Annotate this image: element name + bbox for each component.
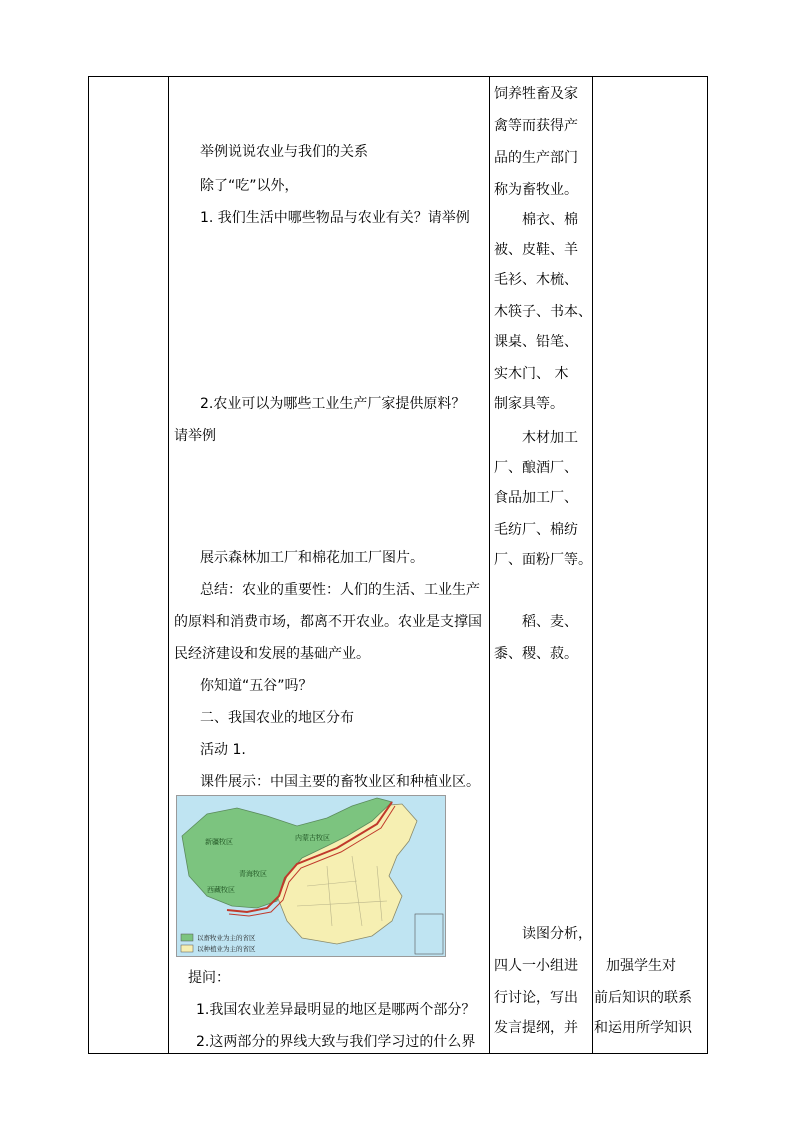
text-line: 加强学生对: [606, 958, 676, 974]
text-line: 禽等而获得产: [494, 118, 578, 134]
text-line: 举例说说农业与我们的关系: [200, 144, 368, 160]
text-line: 棉衣、棉: [522, 212, 578, 228]
text-line: 厂、面粉厂等。: [494, 552, 592, 568]
map-label-xinjiang: 新疆牧区: [205, 838, 233, 846]
text-line: 提问：: [188, 970, 230, 986]
column-divider-2: [489, 77, 490, 1053]
text-line: 二、我国农业的地区分布: [200, 710, 354, 726]
text-line: 的原料和消费市场，都离不开农业。农业是支撑国: [174, 614, 482, 630]
text-line: 总结：农业的重要性：人们的生活、工业生产: [200, 582, 480, 598]
text-line: 你知道“五谷”吗？: [200, 678, 313, 694]
text-line: 1. 我们生活中哪些物品与农业有关？请举例: [200, 210, 470, 226]
map-graphic: [177, 796, 445, 956]
legend-farming: 以种植业为主的省区: [197, 945, 256, 953]
column-divider-3: [592, 77, 593, 1053]
south-china-sea-inset: [415, 914, 443, 954]
column-divider-1: [168, 77, 169, 1053]
map-label-xizang: 西藏牧区: [207, 886, 235, 894]
text-line: 实木门、 木: [494, 366, 569, 382]
text-line: 课桌、铅笔、: [494, 334, 578, 350]
legend-swatch-farming: [181, 945, 193, 952]
text-line: 除了“吃”以外，: [200, 178, 299, 194]
text-line: 和运用所学知识: [594, 1020, 692, 1036]
text-line: 展示森林加工厂和棉花加工厂图片。: [200, 550, 424, 566]
text-line: 1.我国农业差异最明显的地区是哪两个部分？: [196, 1002, 476, 1018]
text-line: 毛衫、木梳、: [494, 272, 578, 288]
text-line: 2.这两部分的界线大致与我们学习过的什么界: [196, 1034, 476, 1050]
text-line: 课件展示：中国主要的畜牧业区和种植业区。: [200, 774, 480, 790]
text-line: 稻、麦、: [522, 614, 578, 630]
text-line: 民经济建设和发展的基础产业。: [174, 646, 370, 662]
text-line: 请举例: [174, 428, 216, 444]
text-line: 称为畜牧业。: [494, 182, 578, 198]
text-line: 品的生产部门: [494, 150, 578, 166]
text-line: 2.农业可以为哪些工业生产厂家提供原料？: [200, 396, 466, 412]
map-label-qinghai: 青海牧区: [239, 870, 267, 878]
text-line: 前后知识的联系: [594, 990, 692, 1006]
text-line: 食品加工厂、: [494, 490, 578, 506]
text-line: 发言提纲，并: [494, 1020, 578, 1036]
text-line: 毛纺厂、棉纺: [494, 522, 578, 538]
text-line: 行讨论，写出: [494, 990, 578, 1006]
legend-swatch-pastoral: [181, 934, 193, 941]
text-line: 黍、稷、菽。: [494, 646, 578, 662]
legend-pastoral: 以畜牧业为主的省区: [197, 934, 256, 942]
text-line: 饲养牲畜及家: [494, 86, 578, 102]
text-line: 厂、酿酒厂、: [494, 460, 578, 476]
text-line: 活动 1.: [200, 742, 246, 758]
china-agriculture-map: [176, 795, 446, 957]
text-line: 读图分析，: [522, 926, 592, 942]
text-line: 被、皮鞋、羊: [494, 242, 578, 258]
text-line: 木筷子、书本、: [494, 304, 592, 320]
text-line: 木材加工: [522, 430, 578, 446]
map-label-neimenggu: 内蒙古牧区: [295, 834, 330, 842]
text-line: 制家具等。: [494, 396, 564, 412]
text-line: 四人一小组进: [494, 958, 578, 974]
